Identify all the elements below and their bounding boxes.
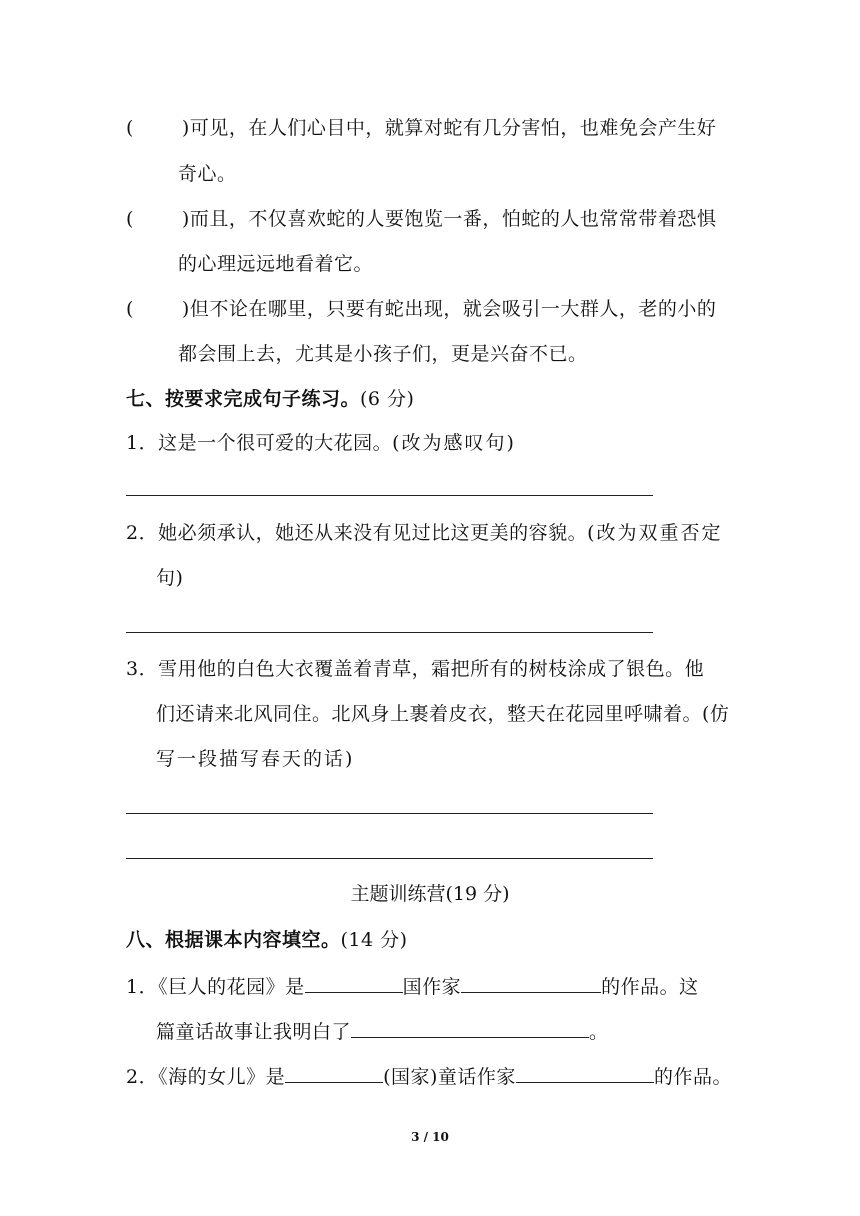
- order-item-3-line2: 都会围上去，尤其是小孩子们，更是兴奋不已。: [178, 343, 588, 365]
- question-text: 《海的女儿》是: [158, 1066, 286, 1088]
- fill-blank[interactable]: [305, 972, 403, 993]
- fill-blank[interactable]: [461, 972, 601, 993]
- answer-line[interactable]: [126, 813, 653, 814]
- question-number: 2．: [126, 1066, 159, 1088]
- question-text: 她必须承认，她还从来没有见过比这更美的容貌。: [158, 522, 588, 544]
- question-number: 3．: [126, 658, 159, 680]
- question-number: 2．: [126, 522, 159, 544]
- s7-question-3: [126, 657, 704, 681]
- question-number: 1．: [126, 432, 159, 454]
- answer-line[interactable]: [126, 495, 653, 496]
- order-item-text: )可见，在人们心目中，就算对蛇有几分害怕，也难免会产生好: [181, 117, 717, 139]
- s8-question-2: [126, 1062, 732, 1089]
- section-8-title: 八、根据课本内容填空。: [126, 929, 341, 951]
- order-item-2-line1: [126, 207, 716, 231]
- question-text: 国作家: [402, 976, 462, 998]
- question-text: 篇童话故事让我明白了: [156, 1021, 352, 1043]
- fill-blank[interactable]: [516, 1062, 654, 1083]
- order-item-text: )而且，不仅喜欢蛇的人要饱览一番，怕蛇的人也常常带着恐惧: [181, 208, 717, 230]
- answer-line[interactable]: [126, 858, 653, 859]
- section-7-score: (6 分): [360, 388, 415, 410]
- question-text: 的作品。: [653, 1066, 732, 1088]
- question-text: 雪用他的白色大衣覆盖着青草，霜把所有的树枝涂成了银色。他: [158, 658, 705, 680]
- order-item-text: )但不论在哪里，只要有蛇出现，就会吸引一大群人，老的小的: [181, 298, 717, 320]
- order-item-3-line1: [126, 297, 716, 321]
- section-7-heading: [126, 387, 414, 411]
- s7-question-3-line2: 们还请来北风同住。北风身上裹着皮衣，整天在花园里呼啸着。(仿: [156, 703, 730, 725]
- s8-question-1-cont: [156, 1017, 609, 1044]
- question-text: 。: [589, 1021, 609, 1043]
- s7-question-1: [126, 431, 516, 455]
- question-text: (国家)童话作家: [383, 1066, 516, 1088]
- open-paren: (: [126, 298, 134, 320]
- question-text: 的作品。这: [601, 976, 699, 998]
- open-paren: (: [126, 117, 134, 139]
- section-8-heading: [126, 928, 408, 952]
- s7-question-2-cont: 句): [156, 567, 184, 589]
- order-item-1-line2: 奇心。: [178, 163, 237, 185]
- question-hint: (改为双重否定: [587, 522, 723, 544]
- question-number: 1．: [126, 976, 159, 998]
- answer-line[interactable]: [126, 632, 653, 633]
- page-number: 3 / 10: [411, 1130, 449, 1144]
- fill-blank[interactable]: [351, 1017, 589, 1038]
- order-item-2-line2: 的心理远远地看着它。: [178, 253, 374, 275]
- s8-question-1: [126, 972, 699, 999]
- s7-question-3-line3: 写一段描写春天的话): [156, 748, 355, 770]
- open-paren: (: [126, 208, 134, 230]
- question-hint: (改为感叹句): [392, 432, 516, 454]
- question-text: 这是一个很可爱的大花园。: [158, 432, 393, 454]
- question-text: 《巨人的花园》是: [158, 976, 305, 998]
- section-7-title: 七、按要求完成句子练习。: [126, 388, 361, 410]
- theme-heading: 主题训练营(19 分): [350, 883, 510, 905]
- order-item-1-line1: [126, 116, 716, 140]
- section-8-score: (14 分): [340, 929, 408, 951]
- fill-blank[interactable]: [285, 1062, 383, 1083]
- s7-question-2: [126, 521, 723, 545]
